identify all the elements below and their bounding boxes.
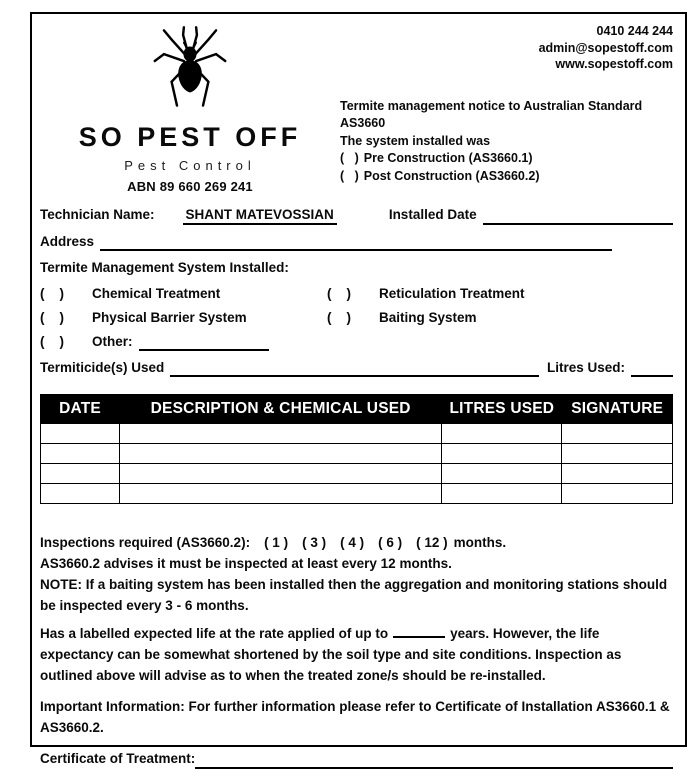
- physical-barrier-checkbox[interactable]: ( ): [40, 310, 64, 325]
- reticulation-treatment-checkbox[interactable]: ( ): [327, 286, 351, 301]
- interval-3-checkbox[interactable]: ( 3 ): [302, 535, 327, 550]
- table-row: [41, 484, 673, 504]
- table-cell[interactable]: [442, 444, 562, 464]
- table-cell[interactable]: [120, 444, 442, 464]
- post-construction-option: [340, 168, 673, 186]
- litres-used-field[interactable]: [631, 362, 673, 377]
- interval-4-checkbox[interactable]: ( 4 ): [340, 535, 365, 550]
- baiting-system-label: Baiting System: [379, 310, 477, 325]
- life-text-after: years. However, the life expectancy can be somewhat shortened by the soil type and site conditions. Inspection as outlined above will advise as to when the treated zone/s should be re-installed.: [40, 626, 622, 683]
- notice-block: [340, 98, 673, 186]
- notice-title-line1: Termite management notice to Australian Standard: [340, 98, 643, 113]
- interval-12-checkbox[interactable]: ( 12 ): [416, 535, 448, 550]
- table-cell[interactable]: [562, 424, 673, 444]
- column-header-description: DESCRIPTION & CHEMICAL USED: [120, 395, 442, 424]
- contact-email: admin@sopestoff.com: [538, 40, 673, 55]
- treatment-table-body: [41, 424, 673, 504]
- brand-name: SO PEST OFF: [78, 122, 302, 152]
- pre-construction-option: [340, 150, 673, 168]
- interval-6-checkbox[interactable]: ( 6 ): [378, 535, 403, 550]
- expected-life-paragraph: [40, 623, 673, 686]
- table-header-row: [41, 395, 673, 424]
- table-cell[interactable]: [442, 424, 562, 444]
- reticulation-treatment-label: Reticulation Treatment: [379, 286, 525, 301]
- chemical-treatment-label: Chemical Treatment: [92, 286, 221, 301]
- litres-used-label: Litres Used:: [546, 360, 625, 375]
- address-line: [40, 234, 673, 251]
- notes-section: [40, 532, 673, 769]
- spider-icon: [144, 22, 236, 120]
- technician-name-value: SHANT MATEVOSSIAN: [183, 207, 337, 225]
- physical-barrier-label: Physical Barrier System: [92, 310, 247, 325]
- table-cell[interactable]: [120, 464, 442, 484]
- other-checkbox[interactable]: ( ): [40, 334, 64, 349]
- note-line: NOTE: If a baiting system has been installed then the aggregation and monitoring stations should be inspected every 3 - 6 months.: [40, 577, 668, 613]
- brand-block: [40, 20, 340, 194]
- technician-label: Technician Name:: [40, 207, 155, 222]
- address-label: Address: [40, 234, 95, 249]
- header: [40, 20, 673, 194]
- advise-line: AS3660.2 advises it must be inspected at least every 12 months.: [40, 556, 452, 571]
- interval-1-checkbox[interactable]: ( 1 ): [264, 535, 289, 550]
- termiticide-field[interactable]: [170, 362, 539, 377]
- installed-date-label: Installed Date: [388, 207, 477, 222]
- treatment-table: [40, 394, 673, 504]
- table-cell[interactable]: [120, 424, 442, 444]
- certificate-field[interactable]: [195, 754, 673, 769]
- table-cell[interactable]: [41, 484, 120, 504]
- column-header-signature: SIGNATURE: [562, 395, 673, 424]
- brand-abn: ABN 89 660 269 241: [127, 179, 253, 194]
- table-row: [41, 424, 673, 444]
- table-cell[interactable]: [562, 444, 673, 464]
- brand-tagline: Pest Control: [124, 158, 256, 173]
- table-cell[interactable]: [120, 484, 442, 504]
- baiting-system-checkbox[interactable]: ( ): [327, 310, 351, 325]
- option-row-1: [40, 286, 673, 301]
- table-cell[interactable]: [562, 464, 673, 484]
- years-field[interactable]: [393, 625, 445, 638]
- pre-construction-checkbox[interactable]: ( ): [340, 151, 359, 165]
- option-row-2: [40, 310, 673, 325]
- contact-website: www.sopestoff.com: [555, 57, 673, 71]
- other-label: Other:: [92, 334, 133, 349]
- form-border-container: [30, 12, 687, 766]
- contact-phone: 0410 244 244: [596, 24, 673, 38]
- table-cell[interactable]: [41, 464, 120, 484]
- table-cell[interactable]: [442, 464, 562, 484]
- system-installed-heading-line: [40, 260, 673, 277]
- column-header-date: DATE: [41, 395, 120, 424]
- certificate-label: Certificate of Treatment:: [40, 751, 196, 766]
- months-suffix: months.: [453, 535, 507, 550]
- other-option-line: [40, 334, 673, 351]
- installed-date-field[interactable]: [483, 210, 673, 225]
- technician-line: [40, 207, 673, 225]
- table-cell[interactable]: [562, 484, 673, 504]
- certificate-line: [40, 748, 673, 769]
- column-header-litres: LITRES USED: [442, 395, 562, 424]
- life-text-before: Has a labelled expected life at the rate applied of up to: [40, 626, 389, 641]
- inspections-paragraph: [40, 532, 673, 616]
- termiticide-label: Termiticide(s) Used: [40, 360, 165, 375]
- post-construction-checkbox[interactable]: ( ): [340, 168, 359, 183]
- table-row: [41, 464, 673, 484]
- pre-construction-label: Pre Construction (AS3660.1): [363, 151, 533, 165]
- notice-title-line2: AS3660: [340, 116, 386, 130]
- table-row: [41, 444, 673, 464]
- form-fields: [40, 207, 673, 377]
- address-field[interactable]: [100, 236, 612, 251]
- system-installed-heading: Termite Management System Installed:: [40, 260, 289, 275]
- table-cell[interactable]: [442, 484, 562, 504]
- chemical-treatment-checkbox[interactable]: ( ): [40, 286, 64, 301]
- post-construction-label: Post Construction (AS3660.2): [363, 168, 540, 183]
- table-cell[interactable]: [41, 424, 120, 444]
- header-right: [340, 20, 673, 194]
- notice-system-line: The system installed was: [340, 133, 491, 148]
- important-info-paragraph: Important Information: For further information please refer to Certificate of Installation AS3660.1 & AS3660.2.: [40, 699, 670, 735]
- table-cell[interactable]: [41, 444, 120, 464]
- inspections-prefix: Inspections required (AS3660.2):: [40, 535, 251, 550]
- termiticide-line: [40, 360, 673, 377]
- contact-block: [340, 23, 673, 73]
- other-field[interactable]: [139, 336, 269, 351]
